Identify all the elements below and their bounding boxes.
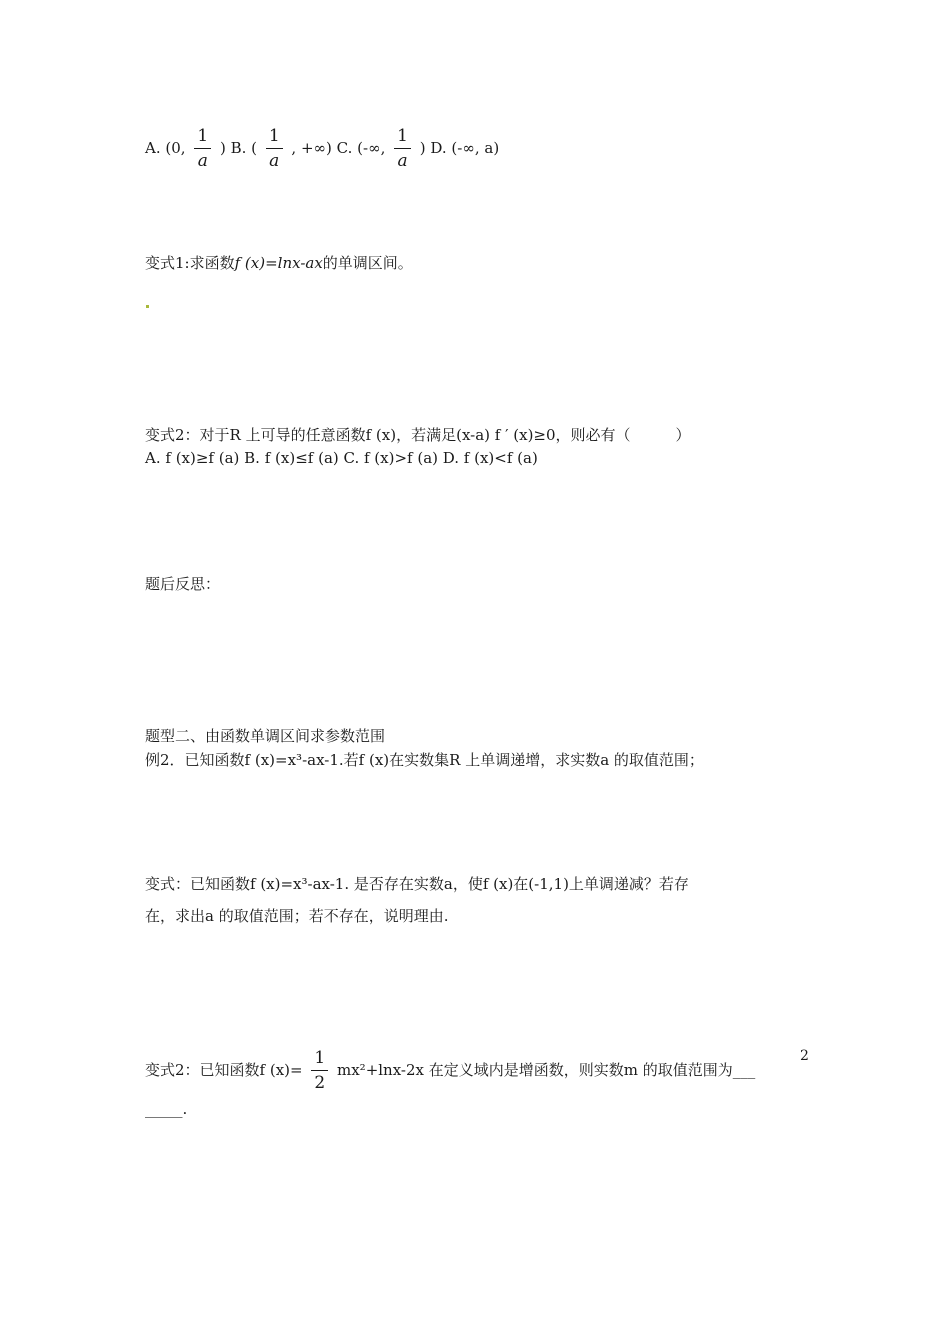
- option-c-close: ): [419, 139, 426, 157]
- option-d-text: (-∞, a): [451, 139, 500, 157]
- options-line: [145, 128, 499, 170]
- variant-b-line1: 变式：已知函数f (x)=x³-ax-1. 是否存在实数a，使f (x)在(-1,1)上单调递减？若存: [145, 875, 689, 893]
- page-number: 2: [800, 1048, 809, 1064]
- variant2-options: A. f (x)≥f (a) B. f (x)≤f (a) C. f (x)>f (a) D. f (x)<f (a): [145, 449, 538, 467]
- variant1-question: 变式1:求函数f (x)=lnx-ax的单调区间。: [145, 254, 413, 272]
- variant2-question: 变式2：对于R 上可导的任意函数f (x)，若满足(x-a) f ′ (x)≥0，则必有（ ）: [145, 426, 691, 444]
- option-c-open: (-∞,: [357, 139, 386, 157]
- reflection-label: 题后反思：: [145, 575, 221, 593]
- option-a-label: A.: [145, 139, 161, 157]
- option-a-close: ): [219, 139, 226, 157]
- section2-title: 题型二、由函数单调区间求参数范围: [145, 727, 386, 745]
- option-b-fraction: $\frac{1}{a}$: [266, 128, 283, 170]
- variant-c-fraction: $\frac{1}{2}$: [311, 1050, 328, 1092]
- option-a-open: (0,: [165, 139, 186, 157]
- option-b-close: , +∞): [291, 139, 332, 157]
- option-c-label: C.: [336, 139, 353, 157]
- example2-question: 例2．已知函数f (x)=x³-ax-1.若f (x)在实数集R 上单调递增，求实数a 的取值范围；: [145, 751, 704, 769]
- variant-b-line2: 在，求出a 的取值范围；若不存在，说明理由.: [145, 907, 449, 925]
- variant-c-question: 变式2：已知函数f (x)= $\frac{1}{2}$ mx²+lnx-2x 在定义域内是增函数，则实数m 的取值范围为___: [145, 1048, 756, 1093]
- variant1-formula: f (x)=lnx-ax: [234, 254, 323, 272]
- option-d-label: D.: [430, 139, 447, 157]
- edit-mark: [145, 288, 150, 308]
- option-a-fraction: $\frac{1}{a}$: [194, 128, 211, 170]
- option-b-label: B.: [230, 139, 247, 157]
- option-c-fraction: $\frac{1}{a}$: [394, 128, 411, 170]
- variant-c-line2: _____.: [145, 1100, 188, 1118]
- option-b-open: (: [251, 139, 258, 157]
